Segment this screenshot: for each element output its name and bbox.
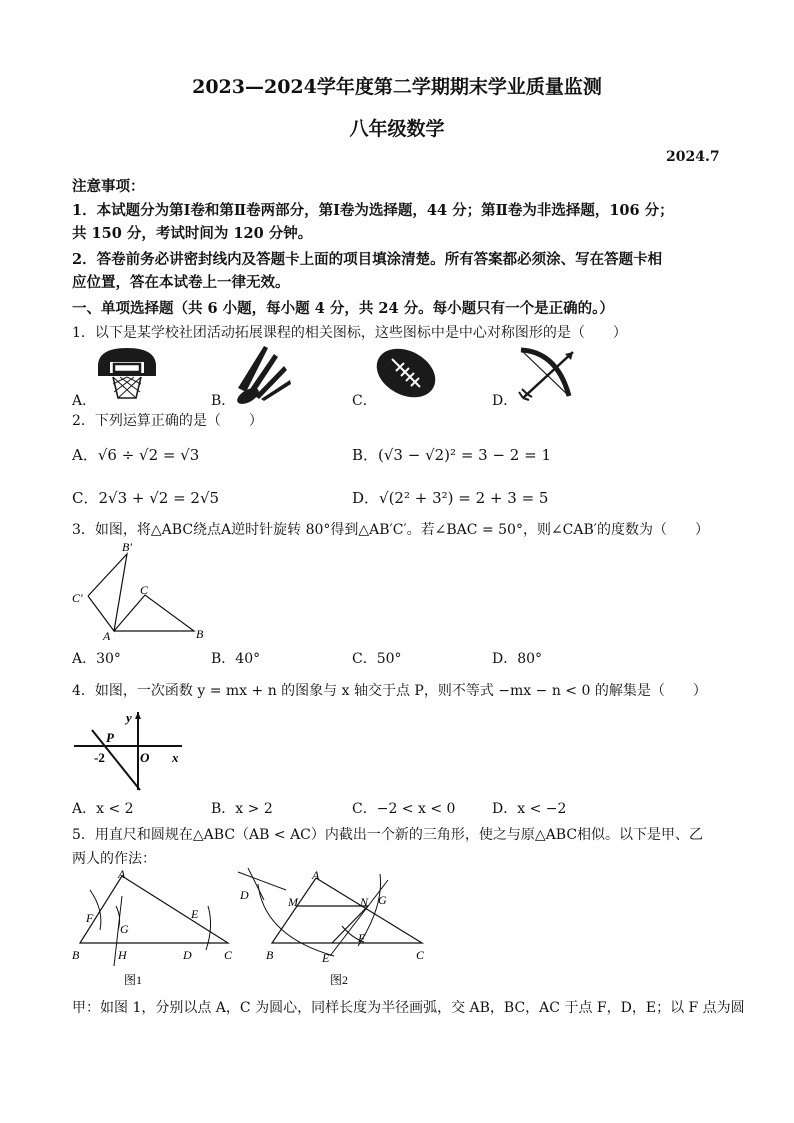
q4-option-d: D．x < −2 [492, 801, 567, 817]
q4-label-o: O [140, 750, 150, 765]
q2-option-a: A．√6 ÷ √2 = √3 [72, 446, 200, 464]
fig2-label-m: M [288, 895, 298, 909]
q1-option-d: D． [492, 393, 518, 409]
fig2-label-d: D [240, 888, 249, 902]
notes-item1-line2: 共 150 分，考试时间为 120 分钟。 [72, 225, 313, 242]
shuttlecock-icon [234, 344, 294, 402]
q3-option-b: B．40° [211, 651, 261, 667]
fig1-label-b: B [72, 948, 80, 962]
q4-option-c: C．−2 < x < 0 [352, 801, 456, 817]
fig2-label-c: C [416, 948, 425, 962]
q3-option-a: A．30° [72, 651, 121, 667]
fig2-label-e: E [322, 951, 330, 965]
q5-method-jia: 甲：如图 1，分别以点 A，C 为圆心，同样长度为半径画弧，交 AB，BC，AC 于点 F，D，E；以 F 点为圆 [72, 1000, 745, 1016]
q5-figure-1 [70, 866, 240, 986]
bow-arrow-icon [517, 346, 579, 402]
q5-figure-2 [234, 866, 434, 986]
q5-stem-line2: 两人的作法： [72, 851, 156, 867]
fig1-label-a: A [118, 867, 126, 881]
notes-item1-line1: 1．本试题分为第Ⅰ卷和第Ⅱ卷两部分，第Ⅰ卷为选择题，44 分；第Ⅱ卷为非选择题，106 分； [72, 202, 674, 219]
q1-option-c: C． [352, 393, 377, 409]
q3-label-b: B [196, 627, 204, 641]
q3-label-c-prime: C′ [72, 591, 83, 605]
fig1-label-h: H [118, 948, 127, 962]
q1-option-b: B． [211, 393, 236, 409]
fig2-label-n: N [360, 895, 369, 909]
q4-option-a: A．x < 2 [72, 801, 134, 817]
exam-title: 2023—2024学年度第二学期期末学业质量监测 [192, 76, 602, 98]
q4-option-b: B．x > 2 [211, 801, 273, 817]
q2-option-b: B．(√3 − √2)² = 3 − 2 = 1 [352, 446, 551, 464]
fig1-caption: 图1 [124, 973, 143, 987]
q3-label-c: C [140, 583, 149, 597]
q4-label-y: y [126, 710, 132, 725]
q1-stem: 1．以下是某学校社团活动拓展课程的相关图标，这些图标中是中心对称图形的是（ ） [72, 325, 627, 341]
notes-heading: 注意事项： [72, 178, 145, 195]
fig2-label-f: F [358, 931, 366, 945]
fig1-label-f: F [86, 911, 94, 925]
basketball-hoop-icon [96, 346, 158, 402]
q3-rotation-figure [70, 538, 220, 644]
q4-label-p: P [106, 730, 114, 745]
q3-option-c: C．50° [352, 651, 402, 667]
q2-stem: 2．下列运算正确的是（ ） [72, 413, 263, 429]
section1-heading: 一、单项选择题（共 6 小题，每小题 4 分，共 24 分。每小题只有一个是正确的。） [72, 300, 614, 317]
q3-label-a: A [103, 629, 111, 643]
fig2-caption: 图2 [330, 973, 349, 987]
fig1-label-d: D [183, 948, 192, 962]
q4-stem: 4．如图，一次函数 y = mx + n 的图象与 x 轴交于点 P，则不等式 −mx − n < 0 的解集是（ ） [72, 683, 707, 699]
notes-item2-line1: 2．答卷前务必讲密封线内及答题卡上面的项目填涂清楚。所有答案都必须涂、写在答题卡相 [72, 251, 663, 268]
fig1-label-e: E [191, 907, 199, 921]
q1-option-a: A． [72, 393, 97, 409]
q3-option-d: D．80° [492, 651, 543, 667]
q4-label-minus-2: -2 [94, 750, 105, 765]
q3-label-b-prime: B′ [122, 540, 132, 554]
q3-stem: 3．如图，将△ABC绕点A逆时针旋转 80°得到△AB′C′。若∠BAC = 50°，则∠CAB′的度数为（ ） [72, 522, 709, 538]
q2-option-c: C．2√3 + √2 = 2√5 [72, 489, 220, 507]
fig2-label-g: G [378, 893, 387, 907]
q4-label-x: x [172, 750, 179, 765]
fig1-label-c: C [224, 948, 233, 962]
q4-graph-figure [72, 710, 192, 794]
fig2-label-b: B [266, 948, 274, 962]
exam-subtitle: 八年级数学 [349, 118, 445, 140]
fig2-label-a: A [312, 868, 320, 882]
notes-item2-line2: 应位置，答在本试卷上一律无效。 [72, 274, 290, 291]
rugby-ball-icon [374, 345, 438, 401]
fig1-label-g: G [120, 922, 129, 936]
q2-option-d: D．√(2² + 3²) = 2 + 3 = 5 [352, 489, 549, 507]
exam-date: 2024.7 [666, 149, 720, 165]
q5-stem-line1: 5．用直尺和圆规在△ABC（AB < AC）内截出一个新的三角形，使之与原△ABC相似。以下是甲、乙 [72, 827, 704, 843]
